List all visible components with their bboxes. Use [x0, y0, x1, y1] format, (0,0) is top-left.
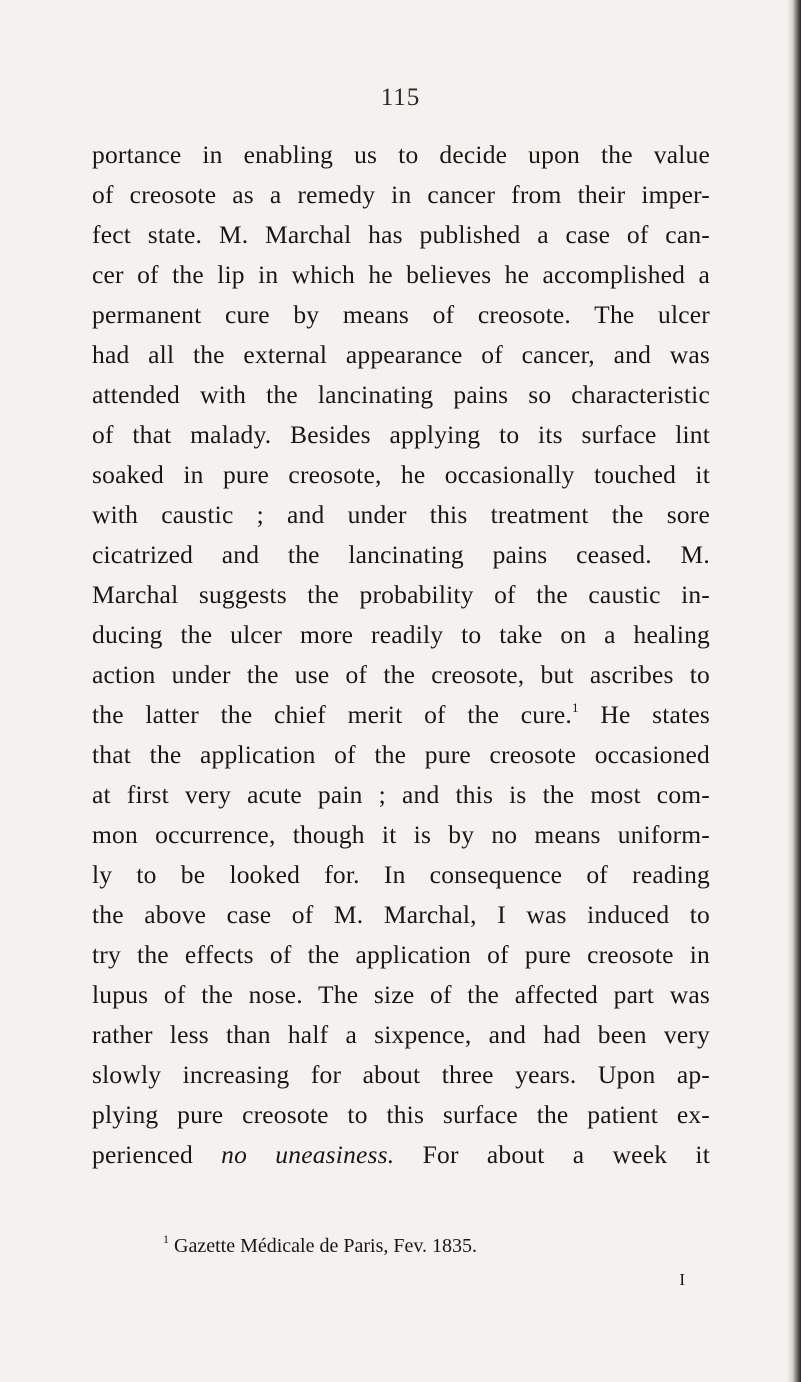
text-line: rather less than half a sixpence, and had been very	[92, 1020, 710, 1049]
text-line-end: For about a week it	[394, 1140, 710, 1169]
text-line: permanent cure by means of creosote. The ulcer	[92, 300, 710, 329]
text-line: fect state. M. Marchal has published a case of can-	[92, 220, 710, 249]
text-line-end: He states	[578, 700, 710, 729]
text-line: with caustic ; and under this treatment the sore	[92, 500, 710, 529]
text-line: of that malady. Besides applying to its surface lint	[92, 420, 710, 449]
text-line: Marchal suggests the probability of the caustic in-	[92, 580, 710, 609]
text-line: attended with the lancinating pains so characteristic	[92, 380, 710, 409]
text-line: plying pure creosote to this surface the patient ex-	[92, 1100, 710, 1129]
footnote	[163, 1232, 477, 1260]
text-line: the above case of M. Marchal, I was induced to	[92, 900, 710, 929]
text-line: mon occurrence, though it is by no means uniform-	[92, 820, 710, 849]
text-line: that the application of the pure creosote occasioned	[92, 740, 710, 769]
text-line: ducing the ulcer more readily to take on a healing	[92, 620, 710, 649]
text-line: cicatrized and the lancinating pains ceased. M.	[92, 540, 710, 569]
text-line: at first very acute pain ; and this is the most com-	[92, 780, 710, 809]
body-text	[92, 135, 710, 1175]
text-line: lupus of the nose. The size of the affected part was	[92, 980, 710, 1009]
text-line: portance in enabling us to decide upon the value	[92, 140, 710, 169]
footnote-text: Gazette Médicale de Paris, Fev. 1835.	[169, 1235, 478, 1257]
text-line: cer of the lip in which he believes he accomplished a	[92, 260, 710, 289]
footnote-marker: 1	[572, 700, 579, 715]
text-line: soaked in pure creosote, he occasionally touched it	[92, 460, 710, 489]
page-edge-shadow	[787, 0, 801, 1382]
text-line: action under the use of the creosote, but ascribes to	[92, 660, 710, 689]
footnote-marker: 1	[163, 1232, 169, 1246]
text-line: of creosote as a remedy in cancer from their imper-	[92, 180, 710, 209]
text-line: had all the external appearance of cancer, and was	[92, 340, 710, 369]
text-line-with-footnote	[92, 695, 710, 735]
signature-mark: I	[679, 1270, 685, 1289]
text-line: try the effects of the application of pure creosote in	[92, 940, 710, 969]
text-line-start: perienced	[92, 1140, 222, 1169]
text-line-start: the latter the chief merit of the cure.	[92, 700, 573, 729]
page-number: 115	[380, 84, 421, 111]
text-line-with-italic	[92, 1135, 710, 1175]
text-line: ly to be looked for. In consequence of reading	[92, 860, 710, 889]
italic-phrase: no uneasiness.	[221, 1140, 395, 1169]
text-line: slowly increasing for about three years. Upon ap-	[92, 1060, 710, 1089]
